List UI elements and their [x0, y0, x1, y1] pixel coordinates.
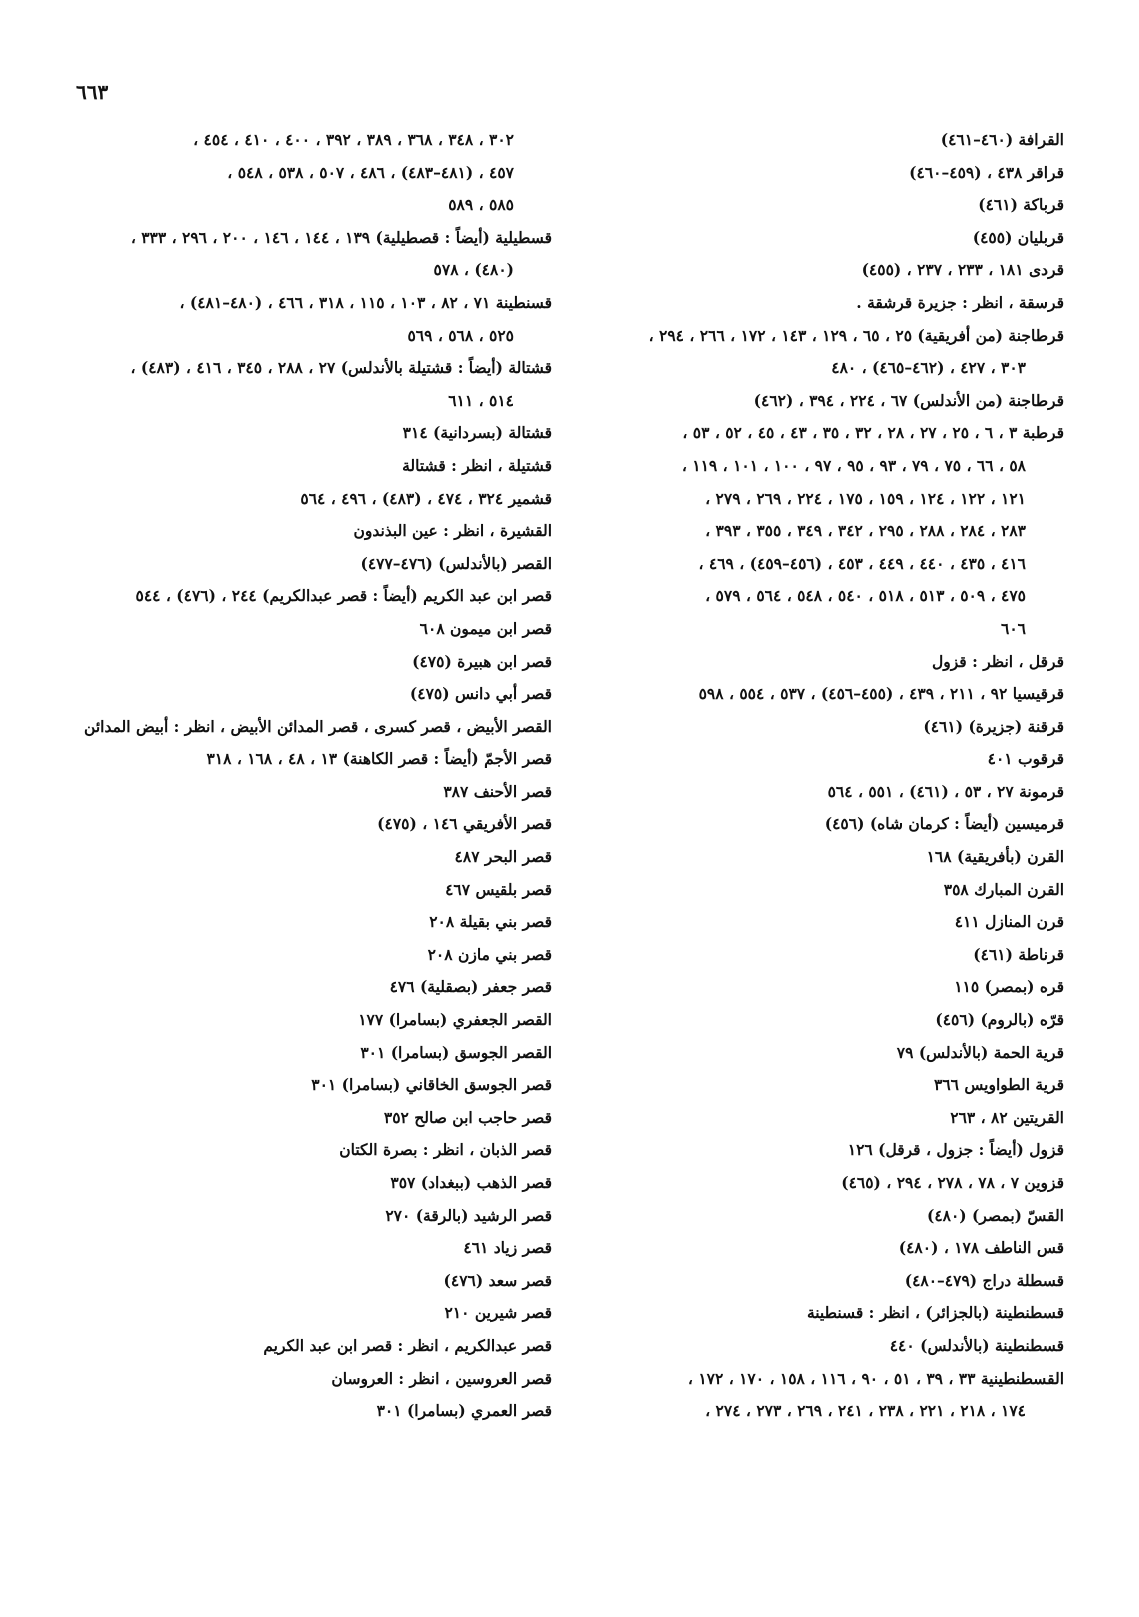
index-entry-continuation: ١٢١ ، ١٢٢ ، ١٢٤ ، ١٥٩ ، ١٧٥ ، ٢٢٤ ، ٢٦٩ ، ٢٧٩ ،: [705, 488, 1026, 508]
index-entry: قصر عبدالكريم ، انظر : قصر ابن عبد الكريم: [263, 1335, 552, 1355]
index-entry-continuation: ٥١٤ ، ٦١١: [448, 390, 514, 410]
index-entry: قشتيلة ، انظر : قشتالة: [402, 455, 552, 475]
index-entry: قرسقة ، انظر : جزيرة قرشقة .: [856, 292, 1064, 312]
index-entry: القسّ (بمصر) (٤٨٠): [926, 1205, 1064, 1225]
index-entry-continuation: ٤٥٧ ، (٤٨١–٤٨٣) ، ٤٨٦ ، ٥٠٧ ، ٥٣٨ ، ٥٤٨ ،: [227, 162, 514, 182]
index-entry-continuation: ٥٨٥ ، ٥٨٩: [448, 195, 514, 215]
index-entry: قصر زياد ٤٦١: [463, 1238, 552, 1258]
index-entry: قرناطة (٤٦١): [973, 944, 1064, 964]
index-entry: قشتالة (أيضاً : قشتيلة بالأندلس) ٢٧ ، ٢٨٨ ، ٣٤٥ ، ٤١٦ ، (٤٨٣) ،: [130, 358, 552, 378]
index-entry-continuation: ١٧٤ ، ٢١٨ ، ٢٢١ ، ٢٣٨ ، ٢٤١ ، ٢٦٩ ، ٢٧٣ ، ٢٧٤ ،: [705, 1401, 1026, 1421]
index-entry: قرميسين (أيضاً : كرمان شاه) (٤٥٦): [824, 814, 1064, 834]
index-entry: قصر ابن هبيرة (٤٧٥): [412, 651, 552, 671]
index-entry-continuation: ٥٨ ، ٦٦ ، ٧٥ ، ٧٩ ، ٩٣ ، ٩٥ ، ٩٧ ، ١٠٠ ، ١٠١ ، ١١٩ ،: [681, 455, 1026, 475]
index-entry: قرقوب ٤٠١: [987, 749, 1064, 769]
index-entry: قرقيسيا ٩٢ ، ٢١١ ، ٤٣٩ ، (٤٥٥–٤٥٦) ، ٥٣٧ ، ٥٥٤ ، ٥٩٨: [698, 684, 1064, 704]
index-entry: قصر ابن ميمون ٦٠٨: [419, 618, 552, 638]
index-entry: قرية الحمة (بالأندلس) ٧٩: [896, 1042, 1064, 1062]
index-entry: القشيرة ، انظر : عين البذندون: [353, 521, 552, 541]
index-entry: القريتين ٨٢ ، ٢٦٣: [950, 1107, 1064, 1127]
index-entry: قصر سعد (٤٧٦): [443, 1270, 552, 1290]
index-entry: قره (بمصر) ١١٥: [954, 977, 1064, 997]
index-entry: قصر الأجمّ (أيضاً : قصر الكاهنة) ١٣ ، ٤٨ ، ١٦٨ ، ٣١٨: [206, 749, 552, 769]
index-entry: قرقنة (جزيرة) (٤٦١): [923, 716, 1064, 736]
index-entry: قصر شيرين ٢١٠: [444, 1303, 552, 1323]
index-entry: قراقر ٤٣٨ ، (٤٥٩–٤٦٠): [909, 162, 1064, 182]
index-entry: قصر العروسين ، انظر : العروسان: [331, 1368, 552, 1388]
index-entry: قصر بلقيس ٤٦٧: [445, 879, 552, 899]
index-entry: قصر جعفر (بصقلية) ٤٧٦: [389, 977, 552, 997]
index-entry: قربليان (٤٥٥): [972, 227, 1064, 247]
index-entry: قصر بني بقيلة ٢٠٨: [429, 912, 552, 932]
index-entry: قصر الذبان ، انظر : بصرة الكتان: [339, 1140, 552, 1160]
index-entry: قصر الجوسق الخاقاني (بسامرا) ٣٠١: [311, 1075, 552, 1095]
index-entry-continuation: ٢٨٣ ، ٢٨٤ ، ٢٨٨ ، ٢٩٥ ، ٣٤٢ ، ٣٤٩ ، ٣٥٥ ، ٣٩٣ ،: [705, 521, 1026, 541]
index-entry: قرية الطواويس ٣٦٦: [934, 1075, 1064, 1095]
index-entry: القرن (بأفريقية) ١٦٨: [926, 847, 1064, 867]
index-entry: قسطيلية (أيضاً : قصطيلية) ١٣٩ ، ١٤٤ ، ١٤٦ ، ٢٠٠ ، ٢٩٦ ، ٣٣٣ ،: [130, 227, 552, 247]
index-entry: قسنطينة ٧١ ، ٨٢ ، ١٠٣ ، ١١٥ ، ٣١٨ ، ٤٦٦ ، (٤٨٠–٤٨١) ،: [179, 292, 552, 312]
index-entry-continuation: ٤١٦ ، ٤٣٥ ، ٤٤٠ ، ٤٤٩ ، ٤٥٣ ، (٤٥٦–٤٥٩) ، ٤٦٩ ،: [698, 553, 1026, 573]
index-column-left: [72, 124, 552, 1428]
index-entry: قصر بني مازن ٢٠٨: [427, 944, 552, 964]
index-entry: قرقل ، انظر : قزول: [931, 651, 1064, 671]
index-entry: قشمير ٣٢٤ ، ٤٧٤ ، (٤٨٣) ، ٤٩٦ ، ٥٦٤: [300, 488, 552, 508]
index-column-right: [584, 124, 1064, 1428]
index-entry: قرطبة ٣ ، ٦ ، ٢٥ ، ٢٧ ، ٢٨ ، ٣٢ ، ٣٥ ، ٤٣ ، ٤٥ ، ٥٢ ، ٥٣ ،: [682, 423, 1064, 443]
index-entry: قس الناطف ١٧٨ ، (٤٨٠): [898, 1238, 1064, 1258]
page-number: ٦٦٣: [76, 80, 109, 104]
index-entry-continuation: ٣٠٢ ، ٣٤٨ ، ٣٦٨ ، ٣٨٩ ، ٣٩٢ ، ٤٠٠ ، ٤١٠ ، ٤٥٤ ،: [193, 130, 514, 149]
index-entry: قرّه (بالروم) (٤٥٦): [935, 1010, 1064, 1030]
index-entry: قصر العمري (بسامرا) ٣٠١: [376, 1401, 552, 1421]
index-entry: قزول (أيضاً : جزول ، قرقل) ١٢٦: [847, 1140, 1064, 1160]
index-entry: قصر أبي دانس (٤٧٥): [409, 684, 552, 704]
index-entry: قسطنطينة (بالجزائر) ، انظر : قسنطينة: [806, 1303, 1064, 1323]
index-entry: قصر الأحنف ٣٨٧: [443, 781, 552, 801]
index-entry: قصر حاجب ابن صالح ٣٥٢: [383, 1107, 552, 1127]
index-entry: القرن المبارك ٣٥٨: [943, 879, 1064, 899]
index-entry: قرباكة (٤٦١): [978, 195, 1064, 215]
index-entry: القرافة (٤٦٠–٤٦١): [940, 130, 1064, 149]
index-entry: قرن المنازل ٤١١: [954, 912, 1064, 932]
index-entry: قسطلة دراج (٤٧٩–٤٨٠): [904, 1270, 1064, 1290]
index-entry: قسطنطينة (بالأندلس) ٤٤٠: [889, 1335, 1064, 1355]
index-entry: القصر الأبيض ، قصر كسرى ، قصر المدائن الأبيض ، انظر : أبيض المدائن: [84, 716, 552, 736]
index-entry: قصر الأفريقي ١٤٦ ، (٤٧٥): [377, 814, 552, 834]
index-entry: قرمونة ٢٧ ، ٥٣ ، (٤٦١) ، ٥٥١ ، ٥٦٤: [827, 781, 1064, 801]
index-entry-continuation: (٤٨٠) ، ٥٧٨: [433, 260, 514, 280]
index-entry-continuation: ٣٠٣ ، ٤٢٧ ، (٤٦٢–٤٦٥) ، ٤٨٠: [831, 358, 1026, 378]
index-entry: قصر الذهب (ببغداد) ٣٥٧: [390, 1173, 552, 1192]
index-entry: القصر الجعفري (بسامرا) ١٧٧: [358, 1010, 552, 1030]
index-entry: القصر الجوسق (بسامرا) ٣٠١: [360, 1042, 552, 1062]
index-entry: القسطنطينية ٣٣ ، ٣٩ ، ٥١ ، ٩٠ ، ١١٦ ، ١٥٨ ، ١٧٠ ، ١٧٢ ،: [687, 1368, 1064, 1388]
index-entry-continuation: ٤٧٥ ، ٥٠٩ ، ٥١٣ ، ٥١٨ ، ٥٤٠ ، ٥٤٨ ، ٥٦٤ ، ٥٧٩ ،: [705, 586, 1026, 606]
index-entry: قصر الرشيد (بالرقة) ٢٧٠: [385, 1205, 552, 1225]
index-entry-continuation: ٦٠٦: [1001, 618, 1026, 638]
index-entry: القصر (بالأندلس) (٤٧٦–٤٧٧): [360, 553, 552, 573]
index-entry: قرطاجنة (من الأندلس) ٦٧ ، ٢٢٤ ، ٣٩٤ ، (٤٦٢): [753, 390, 1064, 410]
index-entry: قزوين ٧ ، ٧٨ ، ٢٧٨ ، ٢٩٤ ، (٤٦٥): [841, 1173, 1064, 1192]
index-entry: قصر ابن عبد الكريم (أيضاً : قصر عبدالكريم) ٢٤٤ ، (٤٧٦) ، ٥٤٤: [135, 586, 552, 606]
index-entry-continuation: ٥٢٥ ، ٥٦٨ ، ٥٦٩: [407, 325, 514, 345]
index-entry: قصر البحر ٤٨٧: [454, 847, 552, 867]
index-entry: قرطاجنة (من أفريقية) ٢٥ ، ٦٥ ، ١٢٩ ، ١٤٣ ، ١٧٢ ، ٢٦٦ ، ٢٩٤ ،: [648, 325, 1064, 345]
index-entry: قشتالة (بسردانية) ٣١٤: [402, 423, 552, 443]
index-entry: قردى ١٨١ ، ٢٣٣ ، ٢٣٧ ، (٤٥٥): [861, 260, 1064, 280]
